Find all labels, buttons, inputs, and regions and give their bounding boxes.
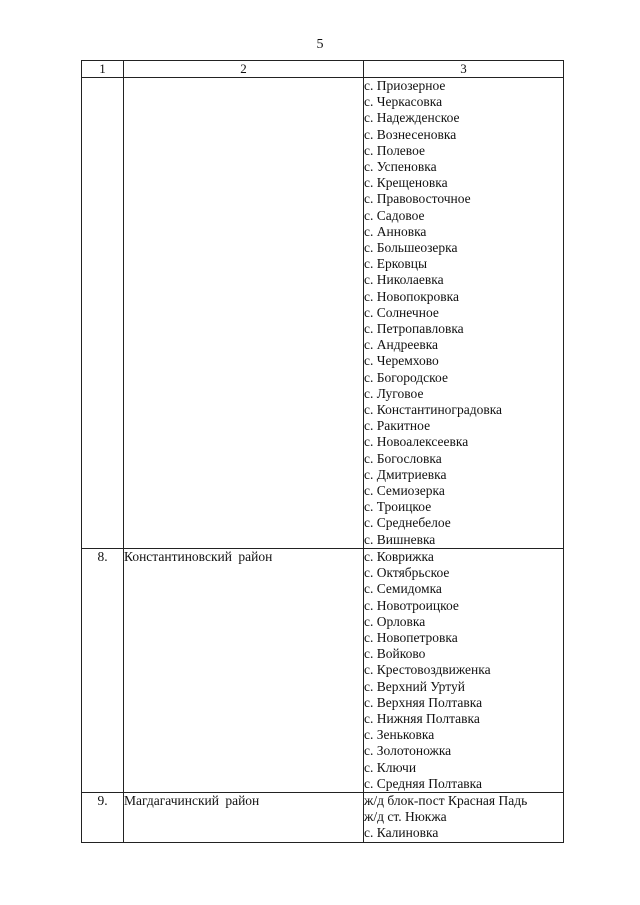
settlement-item: с. Надежденское (364, 110, 460, 126)
header-col-2: 2 (124, 61, 364, 78)
settlement-item: с. Полевое (364, 142, 425, 158)
settlement-item: с. Черемхово (364, 353, 439, 369)
settlement-item: с. Зеньковка (364, 727, 435, 743)
settlement-item: с. Ключи (364, 759, 417, 775)
settlement-item: с. Константиноградовка (364, 402, 503, 418)
settlement-list (364, 792, 564, 842)
settlement-item: с. Калиновка (364, 825, 439, 841)
table-row (82, 792, 564, 842)
settlement-item: с. Крещеновка (364, 175, 448, 191)
settlement-item: с. Семидомка (364, 581, 442, 597)
settlement-item: с. Октябрьское (364, 565, 450, 581)
settlement-item: с. Петропавловка (364, 321, 464, 337)
settlement-item: с. Орловка (364, 613, 426, 629)
settlement-item: с. Богородское (364, 369, 448, 385)
row-number: 9. (82, 792, 124, 842)
table-body (82, 78, 564, 843)
row-number: 8. (82, 548, 124, 792)
settlement-list (364, 78, 564, 549)
settlement-item: с. Николаевка (364, 272, 444, 288)
page-number: 5 (316, 37, 324, 52)
settlement-item: с. Успеновка (364, 159, 437, 175)
settlement-item: с. Верхний Уртуй (364, 678, 465, 694)
settlement-item: с. Новоалексеевка (364, 434, 469, 450)
settlement-item: с. Садовое (364, 207, 425, 223)
table-row (82, 548, 564, 792)
settlement-item: с. Новопокровка (364, 288, 460, 304)
settlement-item: с. Большеозерка (364, 240, 458, 256)
header-col-3: 3 (364, 61, 564, 78)
settlement-item: с. Дмитриевка (364, 466, 447, 482)
settlement-item: с. Новопетровка (364, 629, 458, 645)
settlement-item: с. Новотроицкое (364, 597, 459, 613)
header-col-1: 1 (82, 61, 124, 78)
settlement-item: ж/д блок-пост Красная Падь (364, 792, 528, 808)
settlement-item: ж/д ст. Нюкжа (364, 809, 447, 825)
settlement-item: с. Андреевка (364, 337, 439, 353)
settlement-item: с. Вишневка (364, 531, 436, 547)
settlement-item: с. Вознесеновка (364, 126, 457, 142)
settlement-item: с. Золотоножка (364, 743, 452, 759)
settlement-item: с. Среднебелое (364, 515, 451, 531)
settlement-item: с. Правовосточное (364, 191, 471, 207)
district-name (124, 78, 364, 549)
row-number (82, 78, 124, 549)
settlement-item: с. Нижняя Полтавка (364, 710, 480, 726)
settlement-list (364, 548, 564, 792)
settlement-item: с. Средняя Полтавка (364, 775, 483, 791)
settlement-item: с. Луговое (364, 385, 424, 401)
settlement-item: с. Анновка (364, 223, 427, 239)
settlements-table (81, 60, 564, 843)
settlement-item: с. Войково (364, 646, 426, 662)
settlement-item: с. Приозерное (364, 78, 446, 93)
settlement-item: с. Верхняя Полтавка (364, 694, 483, 710)
settlement-item: с. Ерковцы (364, 256, 428, 272)
table-row (82, 78, 564, 549)
settlement-item: с. Крестовоздвиженка (364, 662, 491, 678)
district-name: Магдагачинский район (124, 792, 364, 842)
table-header-row (82, 61, 564, 78)
district-name: Константиновский район (124, 548, 364, 792)
settlement-item: с. Коврижка (364, 548, 434, 564)
settlement-item: с. Троицкое (364, 499, 432, 515)
settlement-item: с. Ракитное (364, 418, 431, 434)
settlement-item: с. Черкасовка (364, 94, 443, 110)
settlement-item: с. Солнечное (364, 304, 439, 320)
settlement-item: с. Семиозерка (364, 483, 445, 499)
settlement-item: с. Богословка (364, 450, 442, 466)
